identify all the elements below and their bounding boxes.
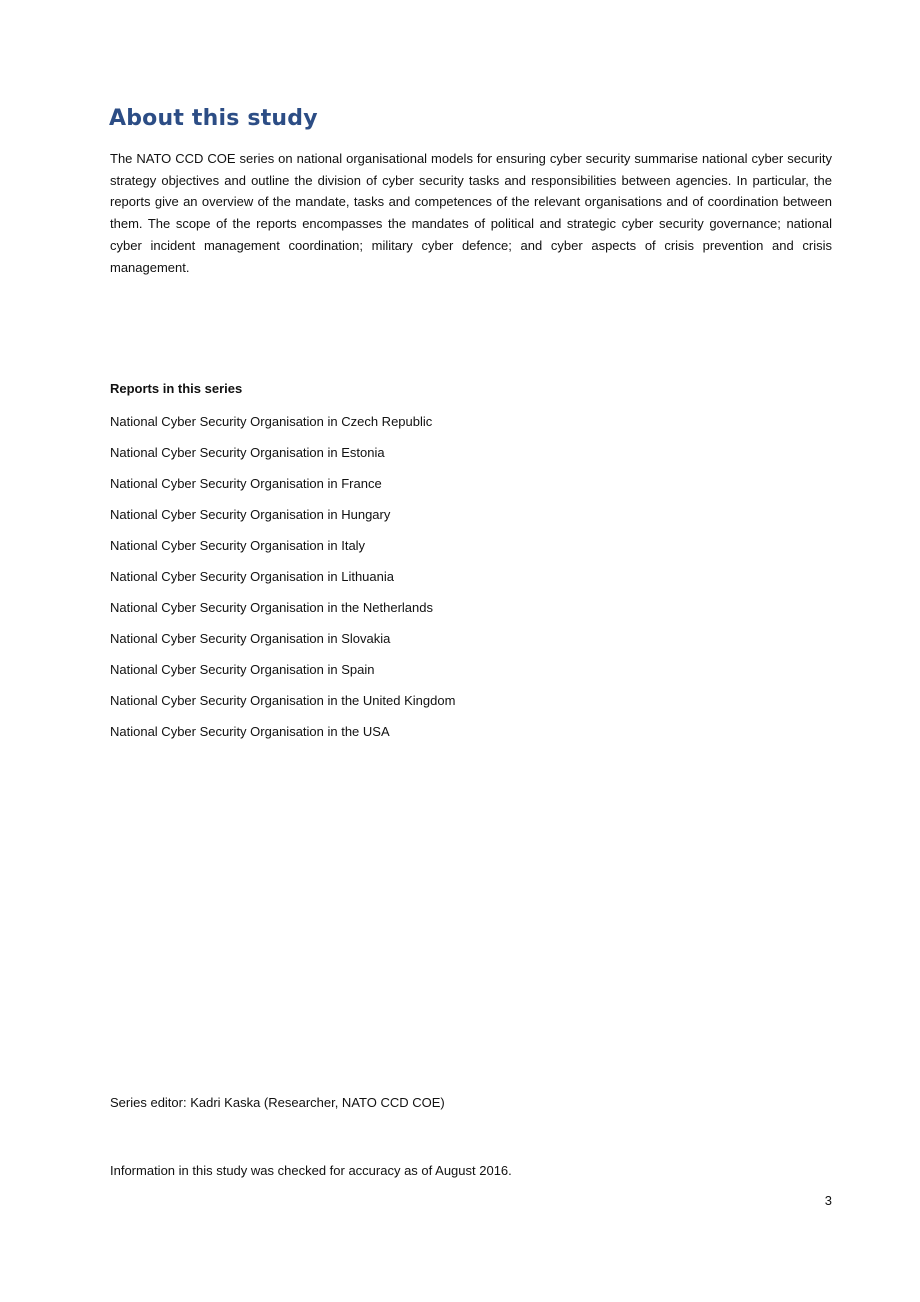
accuracy-note: Information in this study was checked for accuracy as of August 2016. — [110, 1163, 512, 1178]
series-item: National Cyber Security Organisation in Hungary — [110, 507, 391, 522]
series-item: National Cyber Security Organisation in Italy — [110, 538, 366, 553]
series-heading: Reports in this series — [110, 381, 243, 396]
series-item: National Cyber Security Organisation in the Netherlands — [110, 600, 434, 615]
series-item: National Cyber Security Organisation in the USA — [110, 724, 390, 739]
series-item: National Cyber Security Organisation in Spain — [110, 662, 375, 677]
series-item: National Cyber Security Organisation in France — [110, 476, 382, 491]
intro-paragraph: The NATO CCD COE series on national organisational models for ensuring cyber security summarise national cyber security strategy objectives and outline the division of cyber security tasks and responsibilities between agencies. In particular, the reports give an overview of the mandate, tasks and competences of the relevant organisations and of coordination between them. The scope of the reports encompasses the mandates of political and strategic cyber security governance; national cyber incident management coordination; military cyber defence; and cyber aspects of crisis prevention and crisis management. — [110, 151, 832, 275]
page-title: About this study — [109, 106, 318, 131]
series-list — [110, 412, 455, 753]
series-item: National Cyber Security Organisation in Slovakia — [110, 631, 391, 646]
series-item: National Cyber Security Organisation in Czech Republic — [110, 414, 433, 429]
series-item: National Cyber Security Organisation in Lithuania — [110, 569, 394, 584]
series-editor: Series editor: Kadri Kaska (Researcher, NATO CCD COE) — [110, 1095, 445, 1110]
series-item: National Cyber Security Organisation in Estonia — [110, 445, 385, 460]
series-item: National Cyber Security Organisation in the United Kingdom — [110, 693, 456, 708]
page-number: 3 — [824, 1193, 832, 1208]
